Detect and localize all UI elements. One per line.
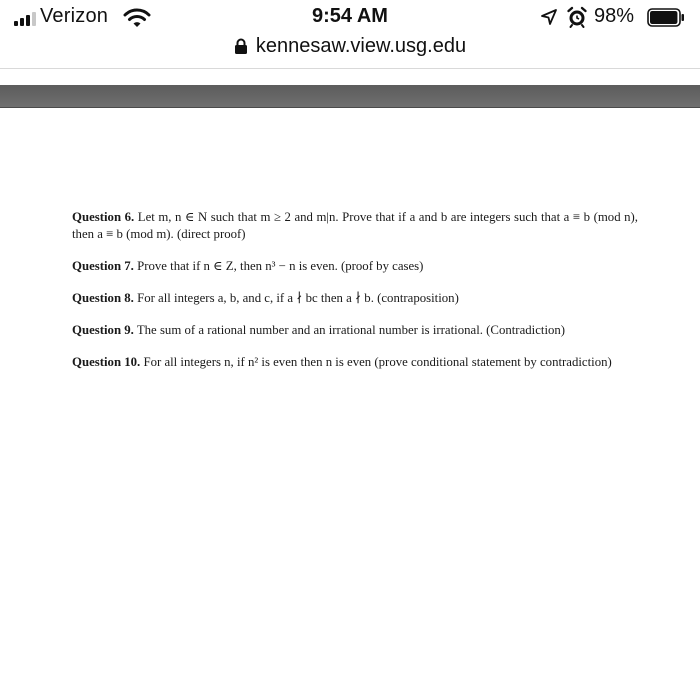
question-10 — [72, 354, 638, 371]
question-label: Question 7. — [72, 259, 134, 273]
question-label: Question 8. — [72, 291, 134, 305]
pdf-viewer-toolbar — [0, 85, 700, 108]
question-text: The sum of a rational number and an irrational number is irrational. (Contradiction) — [136, 323, 566, 337]
question-text: For all integers n, if n² is even then n is even (prove conditional statement by contradiction) — [143, 355, 612, 369]
location-arrow-icon — [540, 8, 558, 26]
alarm-clock-icon — [566, 6, 588, 28]
url-text[interactable]: kennesaw.view.usg.edu — [255, 35, 467, 57]
question-text: Prove that if n ∈ Z, then n³ − n is even. (proof by cases) — [137, 259, 424, 273]
clock: 9:54 AM — [312, 5, 388, 27]
question-label: Question 6. — [72, 210, 135, 224]
status-bar — [0, 0, 700, 34]
carrier-name: Verizon — [40, 5, 109, 27]
document-content — [72, 209, 638, 386]
question-text: Let m, n ∈ N such that m ≥ 2 and m|n. Prove that if a and b are integers such that a ≡ b (mod n), then a ≡ b (mod m). (direct proof) — [72, 210, 638, 241]
question-text: For all integers a, b, and c, if a ∤ bc then a ∤ b. (contraposition) — [137, 291, 459, 305]
battery-percentage: 98% — [594, 5, 635, 27]
question-label: Question 9. — [72, 323, 134, 337]
document-page — [0, 108, 700, 700]
lock-icon — [234, 38, 248, 55]
question-8 — [72, 290, 638, 307]
battery-icon — [647, 8, 685, 27]
address-bar[interactable] — [0, 34, 700, 68]
question-7 — [72, 258, 638, 275]
question-9 — [72, 322, 638, 339]
question-6 — [72, 209, 638, 243]
question-label: Question 10. — [72, 355, 141, 369]
browser-divider — [0, 68, 700, 69]
